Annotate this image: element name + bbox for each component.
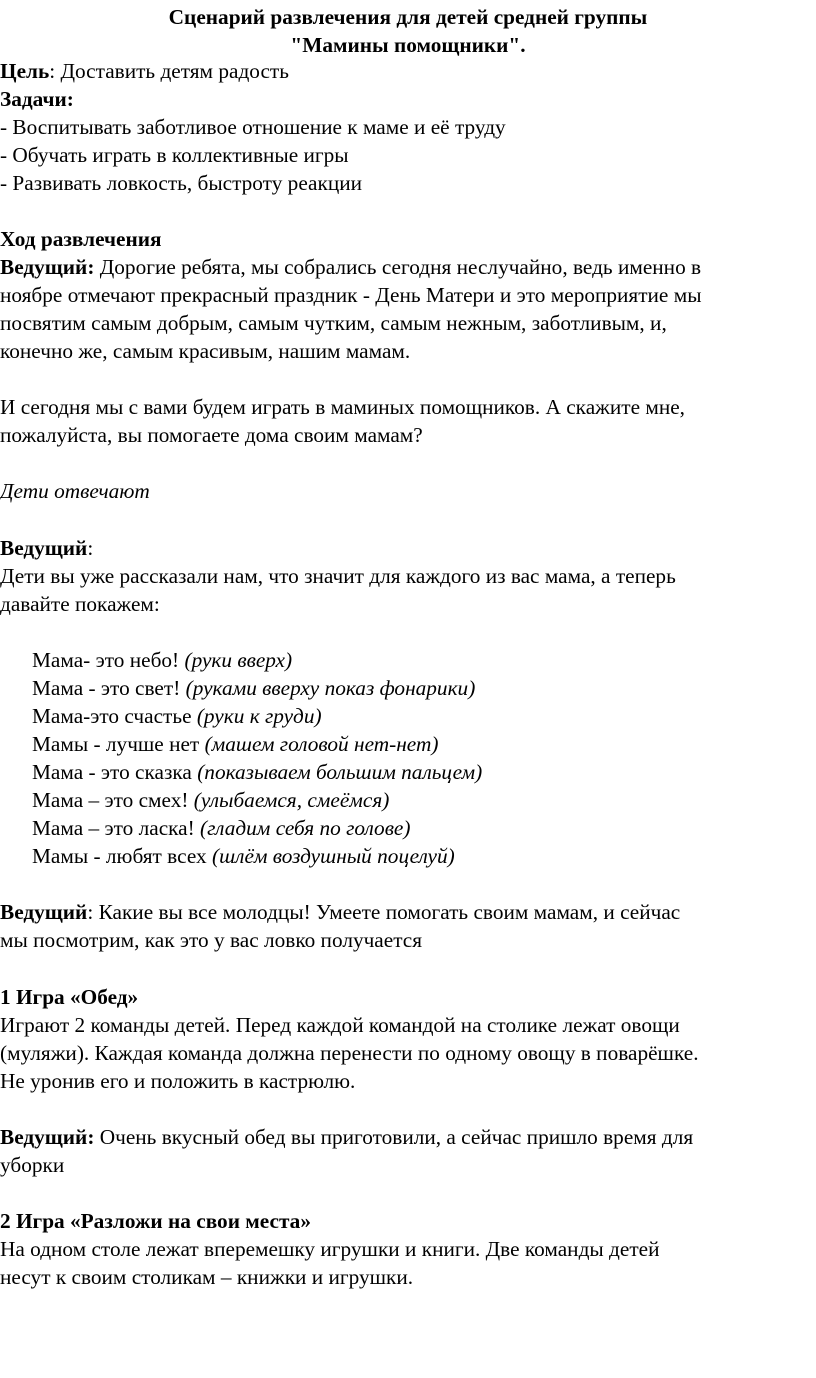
task-item: - Обучать играть в коллективные игры — [0, 143, 349, 167]
host2-text: давайте покажем: — [0, 592, 160, 616]
game1-line: (муляжи). Каждая команда должна перенести по одному овощу в поварёшке. — [0, 1041, 699, 1065]
task-item: - Воспитывать заботливое отношение к маме и её труду — [0, 115, 506, 139]
course-heading: Ход развлечения — [0, 227, 162, 251]
title-line-1: Сценарий развлечения для детей средней группы — [168, 5, 648, 29]
tasks-heading: Задачи: — [0, 87, 74, 111]
poem-line — [32, 759, 482, 787]
host1-line: ноябре отмечают прекрасный праздник - День Матери и это мероприятие мы — [0, 283, 702, 307]
host2-speaker: Ведущий — [0, 536, 88, 560]
host2-line — [0, 535, 93, 563]
host1-speaker: Ведущий: — [0, 255, 95, 279]
host4-text: Очень вкусный обед вы приготовили, а сейчас пришло время для — [94, 1125, 694, 1149]
para2-line: пожалуйста, вы помогаете дома своим мамам? — [0, 423, 423, 447]
poem-line — [32, 731, 438, 759]
goal-label: Цель — [0, 59, 50, 83]
game1-line: Играют 2 команды детей. Перед каждой командой на столике лежат овощи — [0, 1013, 680, 1037]
poem-action: (руками вверху показ фонарики) — [185, 676, 476, 700]
poem-line — [32, 647, 292, 675]
poem-action: (показываем большим пальцем) — [197, 760, 483, 784]
poem-text: Мама-это счастье — [32, 704, 197, 728]
host4-line — [0, 1124, 693, 1152]
host3-line — [0, 899, 680, 927]
poem-action: (руки к груди) — [196, 704, 322, 728]
poem-text: Мамы - любят всех — [32, 844, 212, 868]
poem-text: Мама- это небо! — [32, 648, 185, 672]
title-line-2: "Мамины помощники". — [290, 33, 526, 57]
game2-line: несут к своим столикам – книжки и игрушки. — [0, 1265, 414, 1289]
poem-line — [32, 815, 410, 843]
poem-action: (руки вверх) — [184, 648, 293, 672]
children-answer: Дети отвечают — [0, 479, 150, 503]
host3-text: : Какие вы все молодцы! Умеете помогать своим мамам, и сейчас — [87, 900, 681, 924]
poem-action: (гладим себя по голове) — [200, 816, 411, 840]
poem-text: Мама - это свет! — [32, 676, 186, 700]
host2-colon: : — [87, 536, 94, 560]
poem-action: (улыбаемся, смеёмся) — [193, 788, 390, 812]
host2-text: Дети вы уже рассказали нам, что значит для каждого из вас мама, а теперь — [0, 564, 676, 588]
poem-text: Мамы - лучше нет — [32, 732, 205, 756]
game2-line: На одном столе лежат вперемешку игрушки и книги. Две команды детей — [0, 1237, 660, 1261]
host1-line: конечно же, самым красивым, нашим мамам. — [0, 339, 411, 363]
game1-line: Не уронив его и положить в кастрюлю. — [0, 1069, 356, 1093]
game1-heading: 1 Игра «Обед» — [0, 985, 139, 1009]
poem-text: Мама – это ласка! — [32, 816, 201, 840]
host4-line: уборки — [0, 1153, 65, 1177]
poem-text: Мама - это сказка — [32, 760, 198, 784]
host4-speaker: Ведущий: — [0, 1125, 95, 1149]
poem-action: (машем головой нет-нет) — [204, 732, 439, 756]
task-item: - Развивать ловкость, быстроту реакции — [0, 171, 363, 195]
host1-line: посвятим самым добрым, самым чутким, самым нежным, заботливым, и, — [0, 311, 667, 335]
host1-line — [0, 254, 701, 282]
para2-line: И сегодня мы с вами будем играть в маминых помощников. А скажите мне, — [0, 395, 685, 419]
poem-line — [32, 675, 475, 703]
poem-action: (шлём воздушный поцелуй) — [211, 844, 455, 868]
poem-text: Мама – это смех! — [32, 788, 194, 812]
host1-text: Дорогие ребята, мы собрались сегодня неслучайно, ведь именно в — [94, 255, 702, 279]
goal-text: : Доставить детям радость — [49, 59, 289, 83]
poem-line — [32, 843, 455, 871]
goal-line — [0, 58, 289, 86]
poem-line — [32, 703, 322, 731]
host3-speaker: Ведущий — [0, 900, 88, 924]
poem-line — [32, 787, 389, 815]
host3-line: мы посмотрим, как это у вас ловко получается — [0, 928, 423, 952]
game2-heading: 2 Игра «Разложи на свои места» — [0, 1209, 311, 1233]
